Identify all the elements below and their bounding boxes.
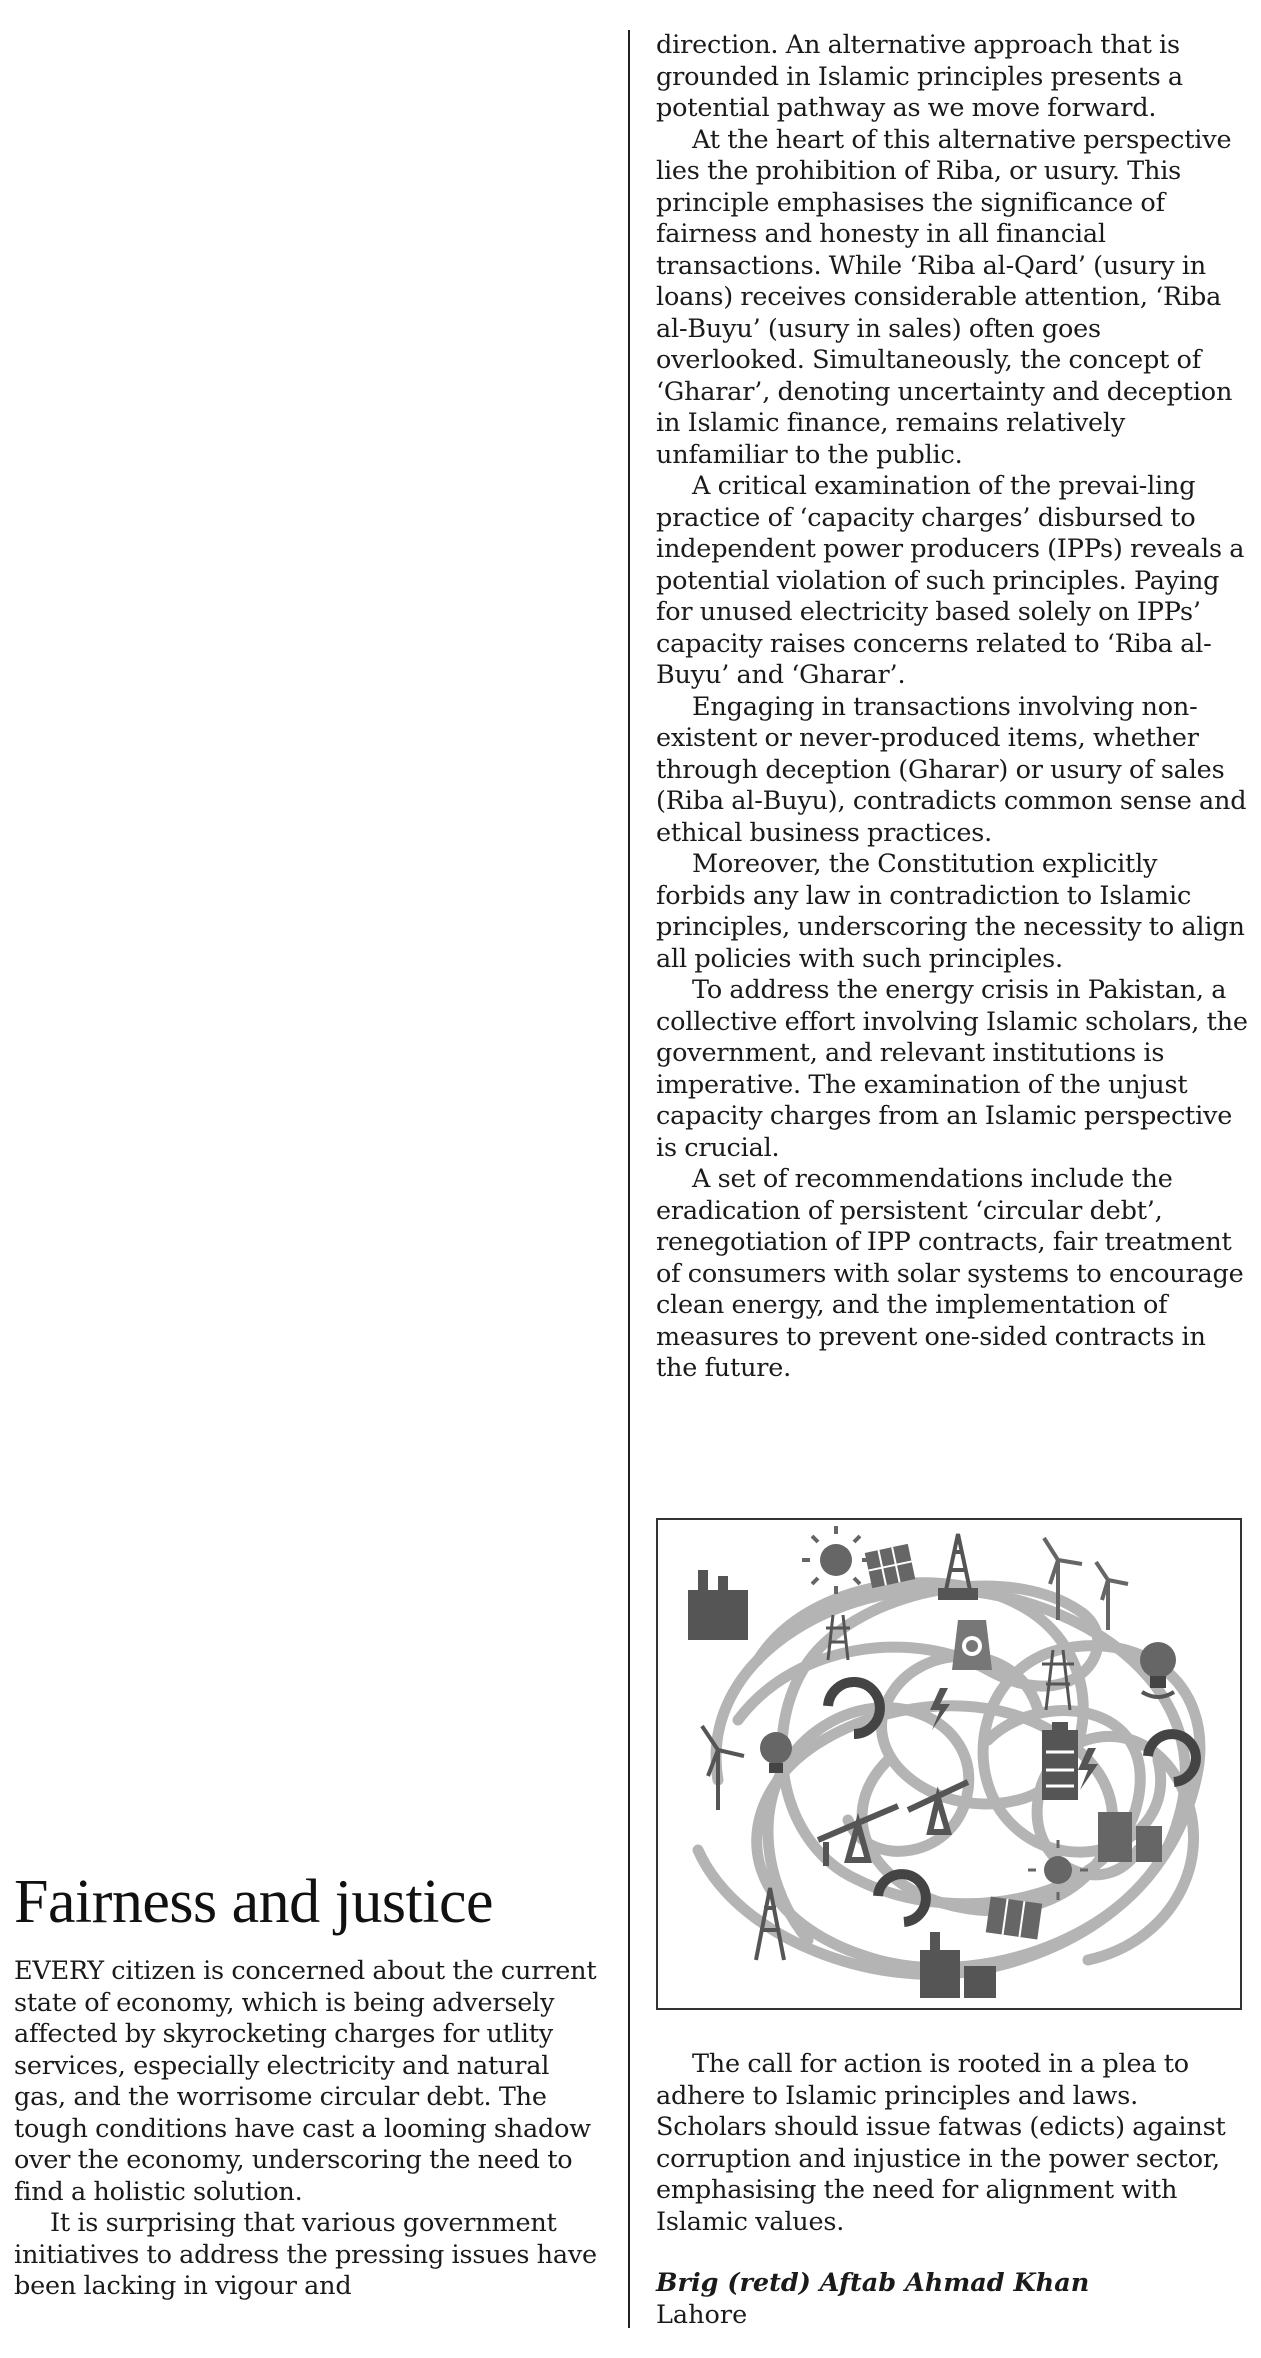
- right-column: [656, 30, 1252, 1385]
- nuclear-plant-icon: [952, 1620, 992, 1670]
- sun-icon: [802, 1526, 870, 1594]
- energy-illustration: [656, 1518, 1242, 2010]
- headline: Fairness and justice: [14, 1868, 494, 1936]
- column-divider: [628, 30, 630, 2328]
- right-paragraph-5: Moreover, the Constitution explicitly forbids any law in contradiction to Islamic principles, underscoring the necessity to align all policies with such principles.: [656, 849, 1245, 974]
- left-paragraph-1: EVERY citizen is concerned about the current state of economy, which is being adversely affected by skyrocketing charges for utlity services, especially electricity and natural gas, and the worrisome circular debt. The tough conditions have cast a looming shadow over the economy, underscoring the need to find a holistic solution.: [14, 1956, 597, 2207]
- wind-turbine-left-icon: [702, 1726, 744, 1810]
- left-paragraph-2: It is surprising that various government initiatives to address the pressing issues have been lacking in vigour and: [14, 2208, 597, 2301]
- author-signature: [656, 2268, 1089, 2331]
- right-paragraph-4: Engaging in transactions involving non-existent or never-produced items, whether through deception (Gharar) or usury of sales (Riba al-Buyu), contradicts common sense and ethical business practices.: [656, 691, 1247, 848]
- tangled-cables-illustration: [658, 1520, 1240, 2008]
- right-paragraph-7: A set of recommendations include the eradication of persistent ‘circular debt’, renegotiation of IPP contracts, fair treatment of consumers with solar systems to encourage clean energy, and the implementation of measures to prevent one-sided contracts in the future.: [656, 1164, 1244, 1383]
- oil-derrick-icon: [940, 1534, 976, 1598]
- closing-column: [656, 2049, 1252, 2238]
- author-name: Brig (retd) Aftab Ahmad Khan: [656, 2268, 1090, 2298]
- battery-icon: [1042, 1722, 1078, 1800]
- left-body: [14, 1956, 604, 2303]
- solar-panel-bottom-icon: [986, 1897, 1043, 1940]
- right-paragraph-2: At the heart of this alternative perspective lies the prohibition of Riba, or usury. This principle emphasises the significance of fairness and honesty in all financial transactions. While ‘Riba al-Qard’ (usury in loans) receives considerable attention, ‘Riba al-Buyu’ (usury in sales) often goes overlooked. Simultaneously, the concept of ‘Gharar’, denoting uncertainty and deception in Islamic finance, remains relatively unfamiliar to the public.: [656, 124, 1233, 470]
- closing-paragraph: The call for action is rooted in a plea to adhere to Islamic principles and laws. Scholars should issue fatwas (edicts) against corruption and injustice in the power sector, emphasising the need for alignment with Islamic values.: [656, 2049, 1226, 2237]
- left-column: [14, 1868, 604, 2303]
- author-location: Lahore: [656, 2299, 748, 2330]
- cable-tangle: [698, 1583, 1200, 1975]
- right-paragraph-1: direction. An alternative approach that is grounded in Islamic principles presents a potential pathway as we move forward.: [656, 30, 1183, 123]
- factory-icon: [688, 1570, 748, 1640]
- right-paragraph-6: To address the energy crisis in Pakistan, a collective effort involving Islamic scholars, the government, and relevant institutions is imperative. The examination of the unjust capacity charges from an Islamic perspective is crucial.: [656, 975, 1248, 1163]
- right-paragraph-3: A critical examination of the prevai-ling practice of ‘capacity charges’ disbursed to independent power producers (IPPs) reveals a potential violation of such principles. Paying for unused electricity based solely on IPPs’ capacity raises concerns related to ‘Riba al-Buyu’ and ‘Gharar’.: [656, 471, 1245, 690]
